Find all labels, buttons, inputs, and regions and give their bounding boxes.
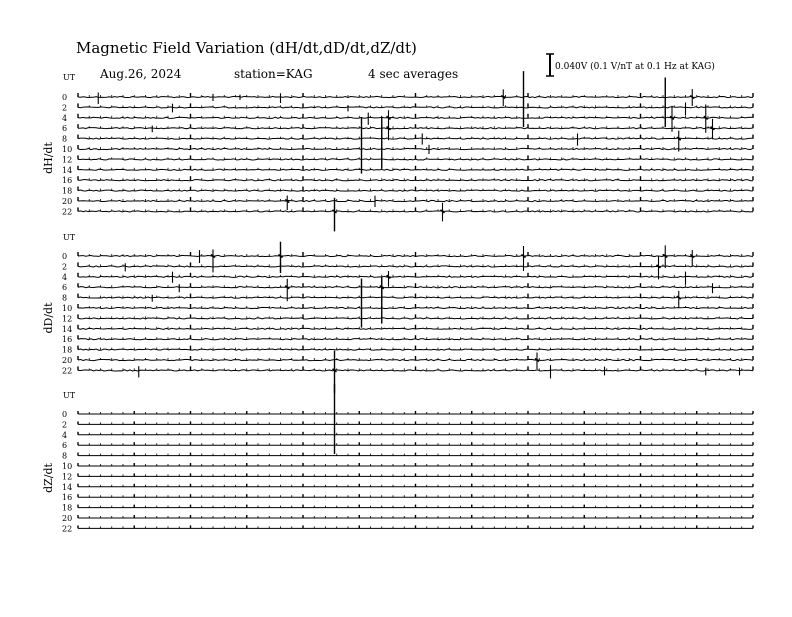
panels-group bbox=[42, 71, 753, 533]
hour-tick-label: 20 bbox=[62, 514, 73, 523]
hour-tick-label: 22 bbox=[62, 366, 73, 376]
hour-tick-label: 2 bbox=[62, 420, 68, 430]
hour-tick-label: 10 bbox=[62, 462, 73, 471]
date-label: Aug.26, 2024 bbox=[100, 67, 182, 81]
hour-tick-label: 0 bbox=[62, 252, 68, 261]
hour-tick-label: 12 bbox=[62, 472, 73, 482]
hour-tick-label: 10 bbox=[62, 145, 73, 154]
scale-label: 0.040V (0.1 V/nT at 0.1 Hz at KAG) bbox=[555, 62, 715, 72]
panel-0 bbox=[42, 71, 753, 231]
hour-tick-label: 18 bbox=[62, 345, 73, 355]
hour-tick-label: 14 bbox=[62, 482, 73, 492]
hour-tick-label: 22 bbox=[62, 524, 73, 534]
panel-label: dZ/dt bbox=[42, 463, 55, 493]
averaging-label: 4 sec averages bbox=[368, 67, 459, 81]
hour-tick-label: 20 bbox=[62, 356, 73, 365]
hour-tick-label: 4 bbox=[62, 272, 68, 282]
panel-label: dH/dt bbox=[42, 142, 55, 174]
hour-tick-label: 18 bbox=[62, 186, 73, 196]
hour-tick-label: 18 bbox=[62, 503, 73, 513]
hour-tick-label: 14 bbox=[62, 324, 73, 334]
hour-tick-label: 12 bbox=[62, 155, 73, 165]
hour-tick-label: 8 bbox=[62, 134, 68, 144]
hour-tick-label: 20 bbox=[62, 197, 73, 206]
panel-1 bbox=[42, 233, 753, 393]
hour-tick-label: 4 bbox=[62, 113, 68, 123]
station-label: station=KAG bbox=[234, 67, 313, 81]
hour-tick-label: 6 bbox=[62, 441, 68, 451]
hour-tick-label: 14 bbox=[62, 165, 73, 175]
hour-tick-label: 22 bbox=[62, 207, 73, 217]
panel-label: dD/dt bbox=[42, 302, 55, 334]
panel-2 bbox=[42, 384, 753, 533]
hour-tick-label: 2 bbox=[62, 262, 68, 272]
hour-tick-label: 2 bbox=[62, 103, 68, 113]
hour-tick-label: 8 bbox=[62, 293, 68, 303]
hour-tick-label: 8 bbox=[62, 451, 68, 461]
ut-axis-label: UT bbox=[63, 391, 76, 400]
hour-tick-label: 0 bbox=[62, 93, 68, 102]
chart-title: Magnetic Field Variation (dH/dt,dD/dt,dZ/dt) bbox=[76, 39, 417, 57]
scale-bar-icon bbox=[546, 54, 554, 76]
hour-tick-label: 16 bbox=[62, 335, 73, 345]
ut-axis-label: UT bbox=[63, 233, 76, 242]
hour-tick-label: 16 bbox=[62, 493, 73, 503]
hour-tick-label: 16 bbox=[62, 176, 73, 186]
hour-tick-label: 6 bbox=[62, 283, 68, 293]
ut-axis-label: UT bbox=[63, 73, 76, 82]
hour-tick-label: 10 bbox=[62, 304, 73, 313]
hour-tick-label: 6 bbox=[62, 124, 68, 134]
hour-tick-label: 4 bbox=[62, 430, 68, 440]
hour-tick-label: 12 bbox=[62, 314, 73, 324]
hour-tick-label: 0 bbox=[62, 410, 68, 419]
